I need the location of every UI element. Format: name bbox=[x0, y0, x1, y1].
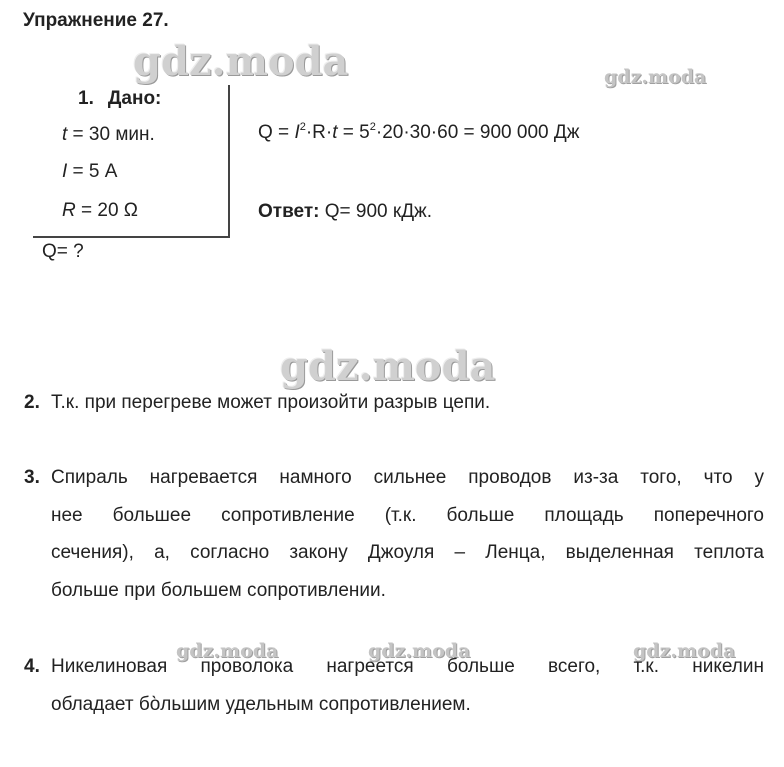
given-time: t = 30 мин. bbox=[62, 124, 155, 145]
given-divider-horizontal bbox=[33, 236, 230, 238]
watermark-logo: gdz.moda bbox=[604, 66, 707, 88]
task3 bbox=[24, 459, 764, 609]
task1-header bbox=[78, 88, 161, 110]
task2-text: Т.к. при перегреве может произойти разрыв цепи. bbox=[51, 392, 491, 413]
task4-number: 4. bbox=[24, 656, 40, 677]
watermark-logo: gdz.moda bbox=[176, 640, 279, 662]
task1-number: 1. bbox=[78, 88, 94, 109]
task2-number: 2. bbox=[24, 392, 40, 413]
given-divider-vertical bbox=[228, 85, 230, 238]
watermark-logo: gdz.moda bbox=[280, 343, 496, 390]
task4 bbox=[24, 648, 764, 724]
task4-text: Никелиновая проволока нагреется больше всего, т.к. никелин обладает бо̀льшим удельным сопротивлением. bbox=[51, 656, 764, 715]
given-label: Дано: bbox=[107, 88, 162, 109]
given-current: I = 5 А bbox=[62, 161, 118, 182]
watermark-logo: gdz.moda bbox=[633, 640, 736, 662]
find-quantity: Q= ? bbox=[42, 241, 84, 262]
watermark-logo: gdz.moda bbox=[133, 38, 349, 85]
exercise-title: Упражнение 27. bbox=[23, 10, 169, 31]
watermark-logo: gdz.moda bbox=[368, 640, 471, 662]
solution-formula: $Q = I^2\cdot R\cdot t = 5^2\cdot 20\cdot 30\cdot 60 = 900$ 000 Дж bbox=[258, 121, 580, 143]
task2 bbox=[24, 384, 764, 424]
answer: Ответ: Q= 900 кДж. bbox=[258, 201, 433, 222]
task3-number: 3. bbox=[24, 467, 40, 488]
task3-text: Спираль нагревается намного сильнее проводов из-за того, что у нее большее сопротивление (т.к. больше площадь поперечного сечения), а, согласно закону Джоуля – Ленца, выделенная теплота больше при большем сопротивлении. bbox=[51, 467, 764, 601]
given-resistance: R = 20 Ω bbox=[62, 200, 139, 221]
